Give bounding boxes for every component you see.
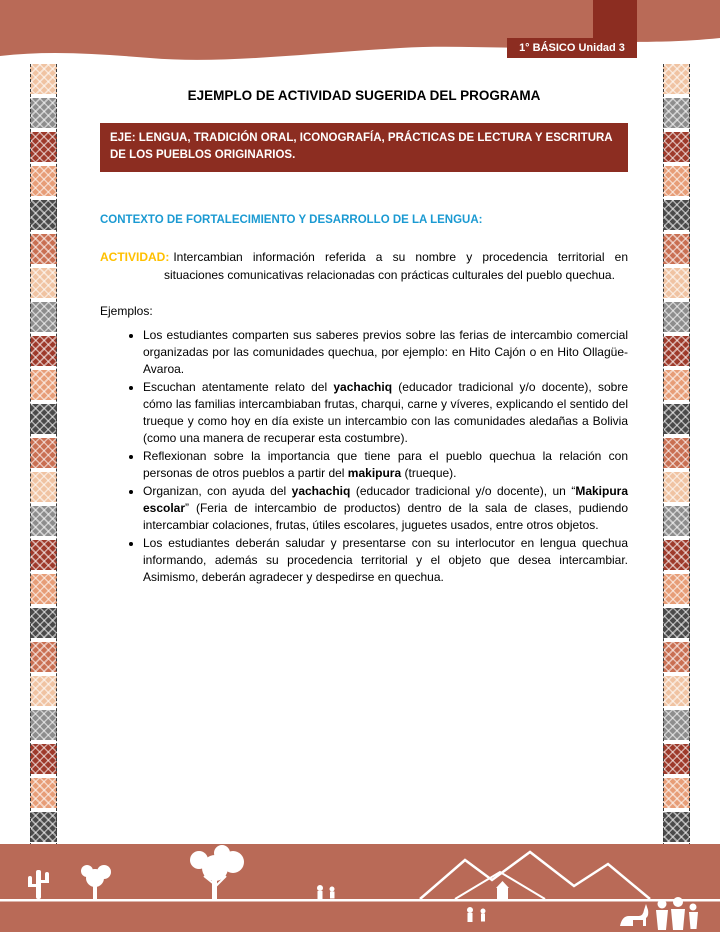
examples-list xyxy=(100,327,628,586)
ground-line xyxy=(0,899,720,902)
unit-badge: 1° BÁSICO Unidad 3 xyxy=(507,38,637,58)
activity-paragraph xyxy=(100,248,628,284)
content-area xyxy=(100,88,628,587)
example-item: • Los estudiantes comparten sus saberes previos sobre las ferias de intercambio comercial organizadas por las comunidades quechua, por ejemplo: en Hito Cajón o en Hito Ollagüe-Avaroa. xyxy=(143,327,628,378)
example-item: • Organizan, con ayuda del yachachiq (educador tradicional y/o docente), un “Makipura escolar” (Feria de intercambio de productos) dentro de la sala de clases, pudiendo intercambiar colaciones, frutas, útiles escolares, juguetes usados, entre otros objetos. xyxy=(143,483,628,534)
activity-label: ACTIVIDAD: xyxy=(100,249,170,264)
example-item: • Los estudiantes deberán saludar y presentarse con su interlocutor en lengua quechua informando, además su procedencia territorial y el objeto que desea intercambiar. Asimismo, deberán agradecer y despedirse en quechua. xyxy=(143,535,628,586)
example-item: • Reflexionan sobre la importancia que tiene para el pueblo quechua la relación con personas de otros pueblos a partir del makipura (trueque). xyxy=(143,448,628,482)
page-title: EJEMPLO DE ACTIVIDAD SUGERIDA DEL PROGRAMA xyxy=(187,88,541,103)
left-textile-border xyxy=(30,64,57,846)
right-textile-border xyxy=(663,64,690,846)
footer-illustration xyxy=(0,844,720,932)
activity-text: Intercambian información referida a su nombre y procedencia territorial en situaciones comunicativas relacionadas con prácticas culturales del pueblo quechua. xyxy=(164,249,628,282)
context-heading: CONTEXTO DE FORTALECIMIENTO Y DESARROLLO DE LA LENGUA: xyxy=(100,213,483,226)
example-item: • Escuchan atentamente relato del yachachiq (educador tradicional y/o docente), sobre cómo las familias intercambiaban frutas, charqui, carne y víveres, explicando el sentido del trueque y como hoy en día existe un intercambio con las comunidades aledañas a Bolivia (como una manera de recuperar esta costumbre). xyxy=(143,379,628,447)
eje-banner: EJE: LENGUA, TRADICIÓN ORAL, ICONOGRAFÍA, PRÁCTICAS DE LECTURA Y ESCRITURA DE LOS PUEBLOS ORIGINARIOS. xyxy=(100,123,628,172)
footer-band xyxy=(0,844,720,932)
corner-tab xyxy=(593,0,637,40)
examples-heading: Ejemplos: xyxy=(100,303,153,318)
header-band xyxy=(0,0,720,72)
